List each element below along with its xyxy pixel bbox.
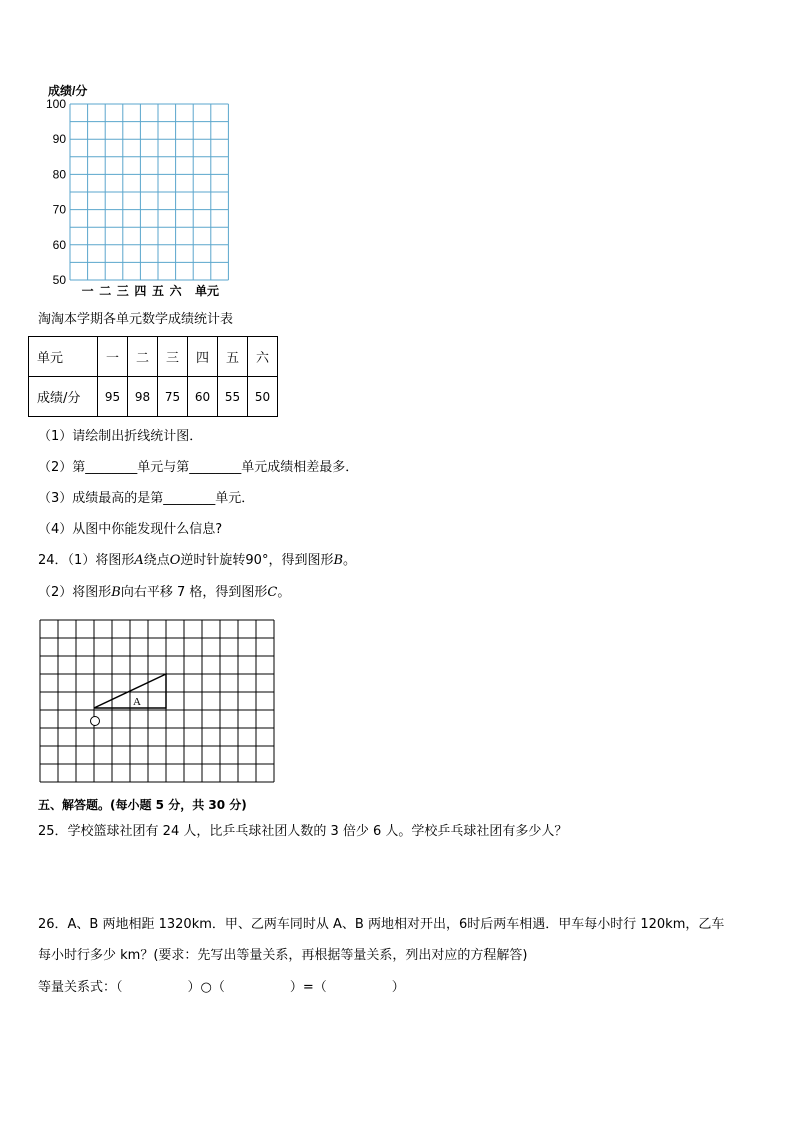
table-score-cell: 60	[188, 377, 218, 417]
q24-p2-text-a: （2）将图形	[38, 585, 112, 600]
table-unit-cell: 五	[218, 337, 248, 377]
q24-p1-B: B	[333, 553, 344, 568]
chart-x-unit: 单元	[195, 284, 220, 298]
chart-x-tick-label: 五	[151, 284, 165, 298]
rotation-grid	[38, 618, 278, 786]
chart-x-ticks	[82, 283, 183, 298]
q24-part1	[38, 552, 356, 570]
table-unit-cell: 六	[248, 337, 278, 377]
q24-part2	[38, 584, 290, 602]
chart-x-tick-label: 一	[81, 284, 94, 298]
chart-x-tick-label: 三	[116, 284, 129, 298]
q23-part3: （3）成绩最高的是第________单元．	[38, 491, 255, 506]
table-title: 淘淘本学期各单元数学成绩统计表	[38, 312, 234, 327]
q24-p2-text-c: 。	[277, 585, 291, 600]
table-score-cell: 55	[218, 377, 248, 417]
table-row-scores	[29, 377, 278, 417]
q23-part4: （4）从图中你能发现什么信息?	[38, 522, 223, 537]
table-score-cell: 95	[98, 377, 128, 417]
table-score-cell: 75	[158, 377, 188, 417]
q24-p1-text-b: 绕点	[143, 553, 170, 568]
table-unit-cell: 四	[188, 337, 218, 377]
chart-x-tick-label: 六	[169, 284, 182, 298]
chart-y-tick-label: 90	[52, 132, 66, 147]
q24-p1-text-a: 24．（1）将图形	[38, 553, 135, 568]
table-unit-cell: 一	[98, 337, 128, 377]
q24-p2-B: B	[111, 585, 121, 600]
chart-y-ticks	[46, 97, 66, 287]
q24-p1-A: A	[134, 553, 144, 568]
point-o-marker	[91, 717, 100, 726]
rotation-grid-lines	[40, 620, 274, 782]
table-score-cell: 98	[128, 377, 158, 417]
chart-ylabel: 成绩/分	[48, 84, 88, 98]
table-row-units	[29, 337, 278, 377]
table-score-cell: 50	[248, 377, 278, 417]
shape-a-label: A	[133, 696, 141, 708]
score-table	[28, 336, 278, 417]
line-chart-grid	[38, 80, 238, 302]
chart-y-tick-label: 60	[52, 237, 66, 252]
chart-x-tick-label: 四	[134, 284, 147, 298]
q24-p1-text-d: 。	[343, 553, 357, 568]
chart-y-tick-label: 80	[52, 167, 66, 182]
table-head-score: 成绩/分	[29, 377, 98, 417]
table-head-unit: 单元	[29, 337, 98, 377]
chart-y-tick-label: 100	[45, 97, 66, 111]
q25-text: 25．学校篮球社团有 24 人，比乒乓球社团人数的 3 倍少 6 人。学校乒乓球社团有多少人？	[38, 824, 568, 839]
q23-part2: （2）第________单元与第________单元成绩相差最多．	[38, 460, 359, 475]
chart-grid-lines	[70, 104, 228, 280]
q23-part1: （1）请绘制出折线统计图．	[38, 429, 203, 444]
chart-x-tick-label: 二	[99, 284, 112, 298]
chart-y-tick-label: 50	[52, 273, 66, 287]
q24-p1-O: O	[169, 553, 181, 568]
q24-p1-text-c: 逆时针旋转90°，得到图形	[180, 553, 334, 568]
table-unit-cell: 二	[128, 337, 158, 377]
chart-y-tick-label: 70	[52, 202, 66, 217]
q26-line1: 26．A、B 两地相距 1320km．甲、乙两车同时从 A、B 两地相对开出，6时后两车相遇．甲车每小时行 120km，乙车	[38, 917, 725, 932]
section5-heading: 五、解答题。(每小题 5 分，共 30 分)	[38, 798, 247, 812]
q24-p2-C: C	[267, 585, 278, 600]
q26-line2: 每小时行多少 km？(要求：先写出等量关系，再根据等量关系，列出对应的方程解答)	[38, 948, 528, 963]
q26-equation-line: 等量关系式：（ ）○（ ）=（ ）	[38, 980, 405, 995]
table-unit-cell: 三	[158, 337, 188, 377]
q24-p2-text-b: 向右平移 7 格，得到图形	[120, 585, 268, 600]
